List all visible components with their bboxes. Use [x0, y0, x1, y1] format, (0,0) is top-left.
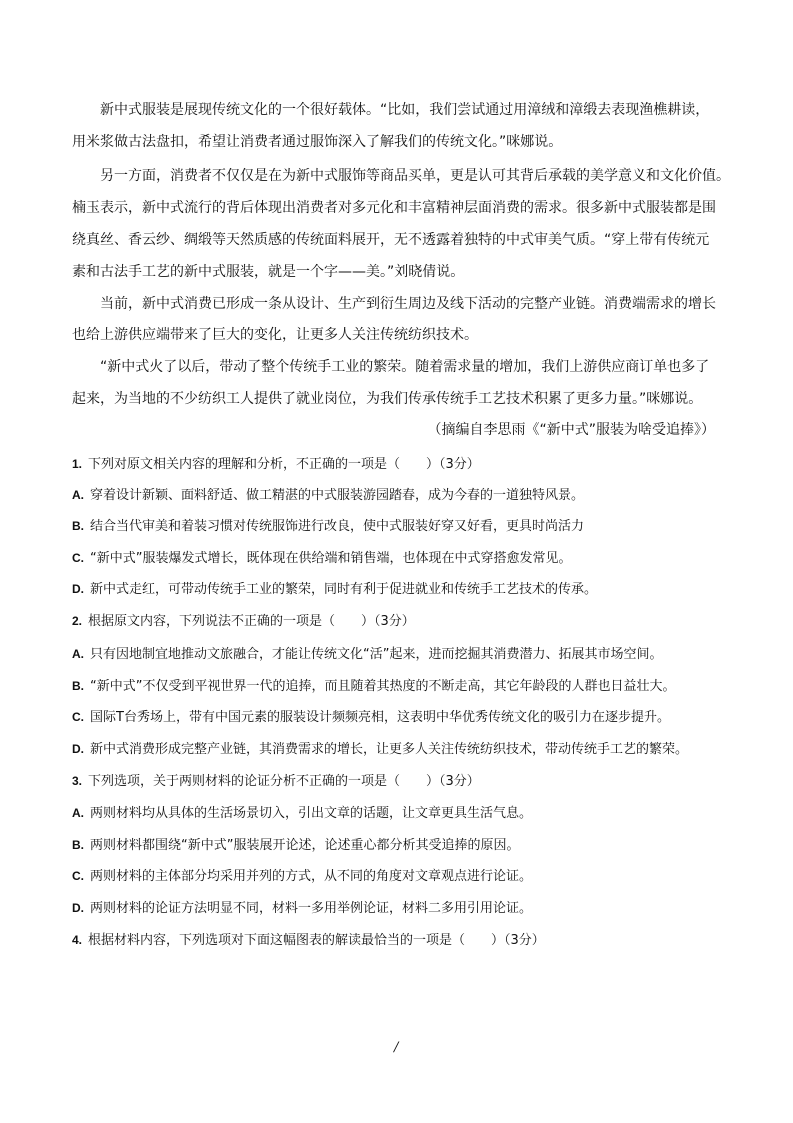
question-4-stem — [72, 931, 545, 950]
option-text: 新中式消费形成完整产业链，其消费需求的增长，让更多人关注传统纺织技术，带动传统手工艺的繁荣。 — [90, 742, 689, 757]
question-text: 根据材料内容，下列选项对下面这幅图表的解读最恰当的一项是（ ）（3分） — [88, 933, 545, 948]
question-1-option-a[interactable] — [72, 486, 584, 505]
question-1-stem — [72, 455, 480, 474]
passage-p3-line-1: 当前，新中式消费已形成一条从设计、生产到衍生周边及线下活动的完整产业链。消费端需求的增长 — [100, 296, 716, 312]
passage-p4-line-1: “新中式火了以后，带动了整个传统手工业的繁荣。随着需求量的增加，我们上游供应商订单也多了 — [100, 359, 710, 375]
option-letter: A. — [72, 488, 84, 502]
question-2-option-c[interactable] — [72, 708, 670, 727]
option-letter: D. — [72, 742, 84, 756]
question-3-option-c[interactable] — [72, 867, 532, 886]
question-number: 3. — [72, 774, 83, 788]
option-letter: B. — [72, 838, 84, 852]
option-text: “新中式”不仅受到平视世界一代的追捧，而且随着其热度的不断走高，其它年龄段的人群也日益壮大。 — [90, 679, 676, 694]
question-3-stem — [72, 772, 480, 791]
question-number: 1. — [72, 457, 83, 471]
question-text: 下列选项，关于两则材料的论证分析不正确的一项是（ ）（3分） — [88, 774, 480, 789]
option-letter: A. — [72, 647, 84, 661]
question-1-option-b[interactable] — [72, 517, 584, 536]
passage-p2-line-1: 另一方面，消费者不仅仅是在为新中式服饰等商品买单，更是认可其背后承载的美学意义和文化价值。 — [100, 168, 730, 184]
question-number: 2. — [72, 614, 83, 628]
option-text: 两则材料的论证方法明显不同，材料一多用举例论证，材料二多用引用论证。 — [90, 901, 533, 916]
option-text: 两则材料的主体部分均采用并列的方式，从不同的角度对文章观点进行论证。 — [90, 869, 533, 884]
option-letter: B. — [72, 519, 84, 533]
question-2-stem — [72, 612, 415, 631]
question-2-option-a[interactable] — [72, 645, 662, 664]
option-text: 两则材料都围绕“新中式”服装展开论述，论述重心都分析其受追捧的原因。 — [90, 838, 520, 853]
passage-source: （摘编自李思雨《“新中式”服装为啥受追捧》） — [427, 422, 715, 438]
question-number: 4. — [72, 933, 83, 947]
option-letter: A. — [72, 806, 84, 820]
passage-p2-line-3: 绕真丝、香云纱、绸缎等天然质感的传统面料展开，无不透露着独特的中式审美气质。“穿上带有传统元 — [72, 232, 710, 248]
question-text: 根据原文内容，下列说法不正确的一项是（ ）（3分） — [88, 614, 415, 629]
option-text: 只有因地制宜地推动文旅融合，才能让传统文化“活”起来，进而挖掘其消费潜力、拓展其市场空间。 — [90, 647, 663, 662]
passage-p3-line-2: 也给上游供应端带来了巨大的变化，让更多人关注传统纺织技术。 — [72, 327, 478, 343]
question-3-option-d[interactable] — [72, 899, 532, 918]
option-letter: C. — [72, 551, 84, 565]
passage-p1-line-1: 新中式服装是展现传统文化的一个很好载体。“比如，我们尝试通过用漳绒和漳缎去表现渔樵耕读， — [100, 102, 710, 118]
option-text: 穿着设计新颖、面料舒适、做工精湛的中式服装游园踏春，成为今春的一道独特风景。 — [90, 488, 585, 503]
passage-p4-line-2: 起来，为当地的不少纺织工人提供了就业岗位，为我们传承传统手工艺技术积累了更多力量。”咪娜说。 — [72, 391, 703, 407]
question-2-option-b[interactable] — [72, 677, 675, 696]
option-letter: D. — [72, 901, 84, 915]
option-text: 新中式走红，可带动传统手工业的繁荣，同时有利于促进就业和传统手工艺技术的传承。 — [90, 582, 598, 597]
question-3-option-b[interactable] — [72, 836, 519, 855]
page-number-mark: / — [394, 1040, 399, 1055]
question-2-option-d[interactable] — [72, 740, 688, 759]
passage-p1-line-2: 用米浆做古法盘扣，希望让消费者通过服饰深入了解我们的传统文化。”咪娜说。 — [72, 134, 563, 150]
option-letter: C. — [72, 710, 84, 724]
option-letter: C. — [72, 869, 84, 883]
option-letter: D. — [72, 582, 84, 596]
option-text: “新中式”服装爆发式增长，既体现在供给端和销售端，也体现在中式穿搭愈发常见。 — [90, 551, 572, 566]
option-text: 两则材料均从具体的生活场景切入，引出文章的话题，让文章更具生活气息。 — [90, 806, 533, 821]
option-text: 国际T台秀场上，带有中国元素的服装设计频频亮相，这表明中华优秀传统文化的吸引力在逐步提升。 — [90, 710, 670, 725]
question-1-option-d[interactable] — [72, 580, 597, 599]
option-letter: B. — [72, 679, 84, 693]
question-3-option-a[interactable] — [72, 804, 532, 823]
passage-p2-line-2: 楠玉表示，新中式流行的背后体现出消费者对多元化和丰富精神层面消费的需求。很多新中式服装都是围 — [72, 200, 716, 216]
question-text: 下列对原文相关内容的理解和分析，不正确的一项是（ ）（3分） — [88, 457, 480, 472]
passage-p2-line-4: 素和古法手工艺的新中式服装，就是一个字——美。”刘晓倩说。 — [72, 264, 465, 280]
option-text: 结合当代审美和着装习惯对传统服饰进行改良，使中式服装好穿又好看，更具时尚活力 — [90, 519, 585, 534]
question-1-option-c[interactable] — [72, 549, 571, 568]
